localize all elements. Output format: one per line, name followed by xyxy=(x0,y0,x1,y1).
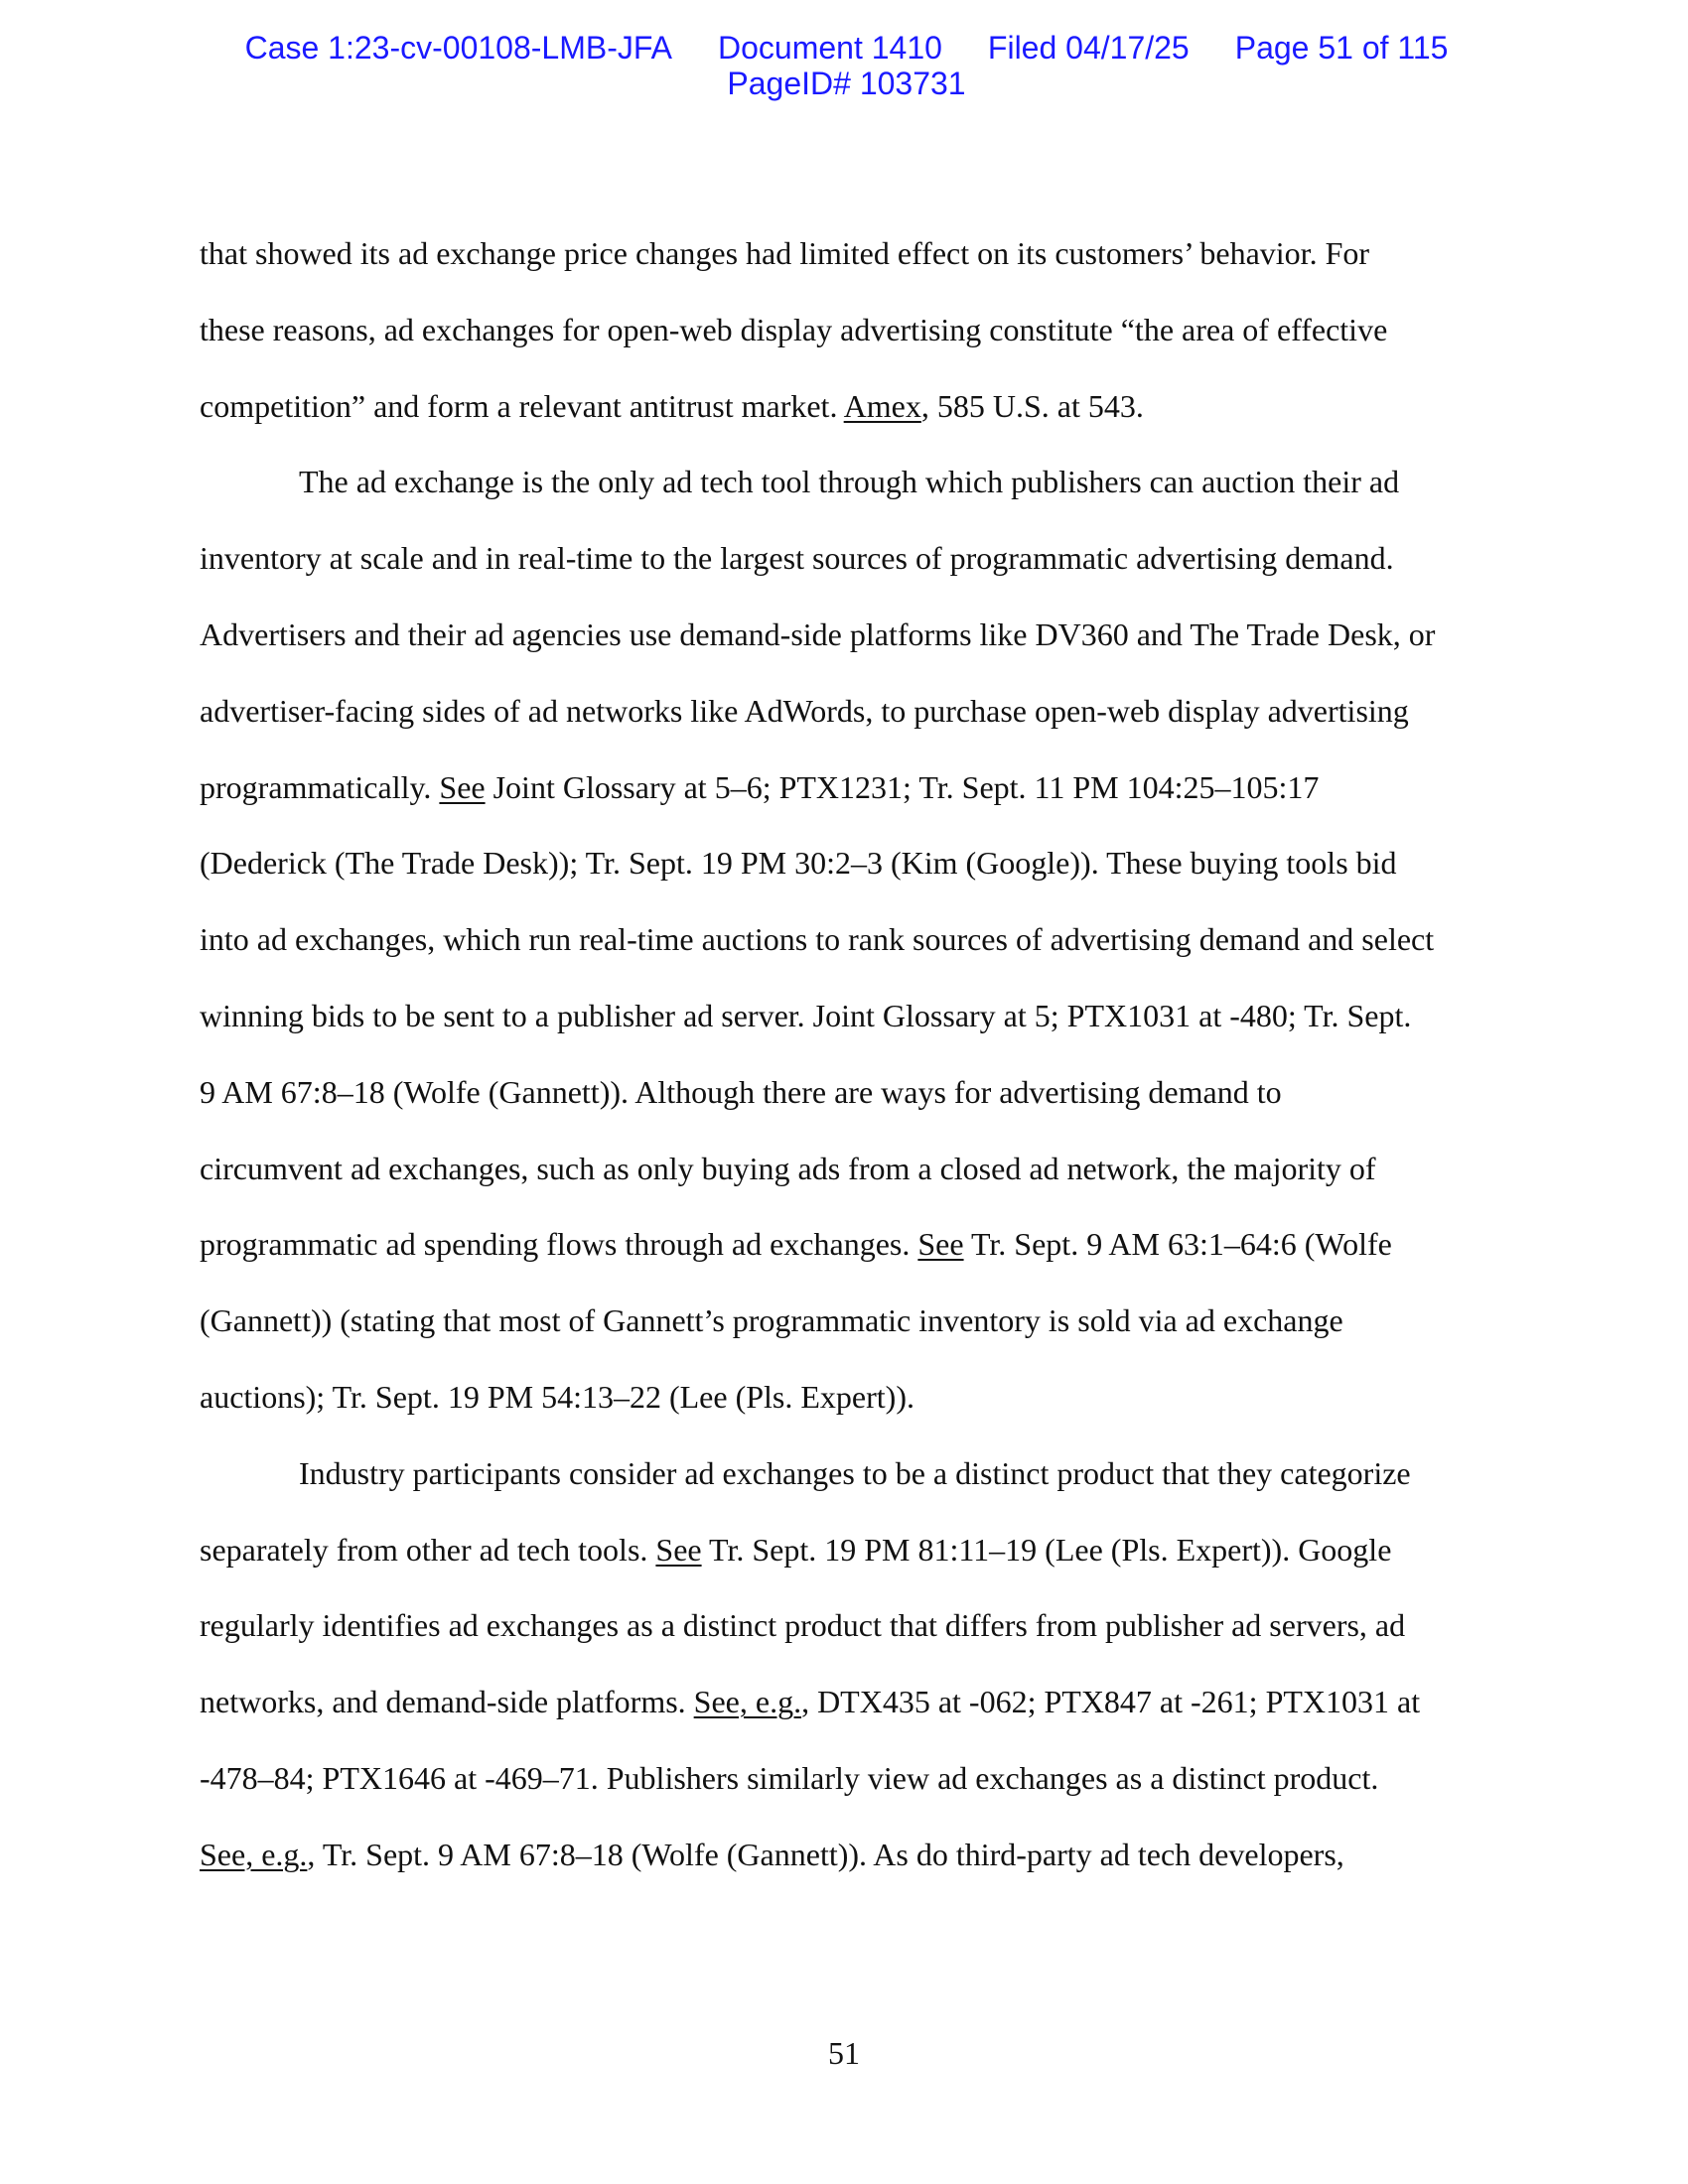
text-line: separately from other ad tech tools. See Tr. Sept. 19 PM 81:11–19 (Lee (Pls. Expert)). Google xyxy=(200,1531,1392,1568)
text-line: circumvent ad exchanges, such as only buying ads from a closed ad network, the majority of xyxy=(200,1150,1376,1186)
text-line: these reasons, ad exchanges for open-web display advertising constitute “the area of effective xyxy=(200,311,1388,347)
page-count: Page 51 of 115 xyxy=(1234,30,1449,66)
paragraph-start: Industry participants consider ad exchanges to be a distinct product that they categorize xyxy=(299,1454,1411,1491)
text-line: auctions); Tr. Sept. 19 PM 54:13–22 (Lee (Pls. Expert)). xyxy=(200,1378,914,1415)
document-number: Document 1410 xyxy=(717,30,942,66)
text-line: programmatically. See Joint Glossary at 5–6; PTX1231; Tr. Sept. 11 PM 104:25–105:17 xyxy=(200,768,1320,805)
document-body xyxy=(200,215,1500,1893)
text-line: networks, and demand-side platforms. See, e.g., DTX435 at -062; PTX847 at -261; PTX1031 at xyxy=(200,1684,1421,1720)
case-header xyxy=(0,30,1688,101)
text-line: (Gannett)) (stating that most of Gannett’s programmatic inventory is sold via ad exchange xyxy=(200,1302,1343,1339)
text-line: winning bids to be sent to a publisher ad server. Joint Glossary at 5; PTX1031 at -480; Tr. Sept. xyxy=(200,997,1412,1033)
text-line: regularly identifies ad exchanges as a distinct product that differs from publisher ad servers, ad xyxy=(200,1607,1406,1644)
signal-see-eg: See, e.g. xyxy=(200,1836,308,1872)
text-line: that showed its ad exchange price changes had limited effect on its customers’ behavior. For xyxy=(200,235,1370,271)
text-line: programmatic ad spending flows through ad exchanges. See Tr. Sept. 9 AM 63:1–64:6 (Wolfe xyxy=(200,1226,1392,1263)
signal-see-eg: See, e.g. xyxy=(693,1684,802,1720)
text-line: (Dederick (The Trade Desk)); Tr. Sept. 19 PM 30:2–3 (Kim (Google)). These buying tools bid xyxy=(200,845,1397,882)
filed-date: Filed 04/17/25 xyxy=(987,30,1190,66)
header-line xyxy=(0,30,1688,66)
text-line: competition” and form a relevant antitrust market. Amex, 585 U.S. at 543. xyxy=(200,387,1144,424)
text-line: -478–84; PTX1646 at -469–71. Publishers similarly view ad exchanges as a distinct product. xyxy=(200,1759,1379,1796)
signal-see: See xyxy=(439,768,486,805)
case-number: Case 1:23-cv-00108-LMB-JFA xyxy=(244,30,672,66)
text-line: Advertisers and their ad agencies use demand-side platforms like DV360 and The Trade Desk, or xyxy=(200,615,1436,652)
paragraph-start: The ad exchange is the only ad tech tool through which publishers can auction their ad xyxy=(299,464,1400,500)
page-number: 51 xyxy=(828,2035,860,2071)
citation-amex: Amex xyxy=(843,387,921,424)
text-line: See, e.g., Tr. Sept. 9 AM 67:8–18 (Wolfe (Gannett)). As do third-party ad tech developers, xyxy=(200,1836,1344,1872)
text-line: into ad exchanges, which run real-time auctions to rank sources of advertising demand and select xyxy=(200,921,1435,958)
page-id: PageID# 103731 xyxy=(727,66,966,101)
signal-see: See xyxy=(655,1531,702,1568)
text-line: advertiser-facing sides of ad networks like AdWords, to purchase open-web display advertising xyxy=(200,692,1409,729)
signal-see: See xyxy=(917,1226,964,1263)
text-line: inventory at scale and in real-time to the largest sources of programmatic advertising demand. xyxy=(200,540,1394,577)
text-line: 9 AM 67:8–18 (Wolfe (Gannett)). Although there are ways for advertising demand to xyxy=(200,1073,1282,1110)
